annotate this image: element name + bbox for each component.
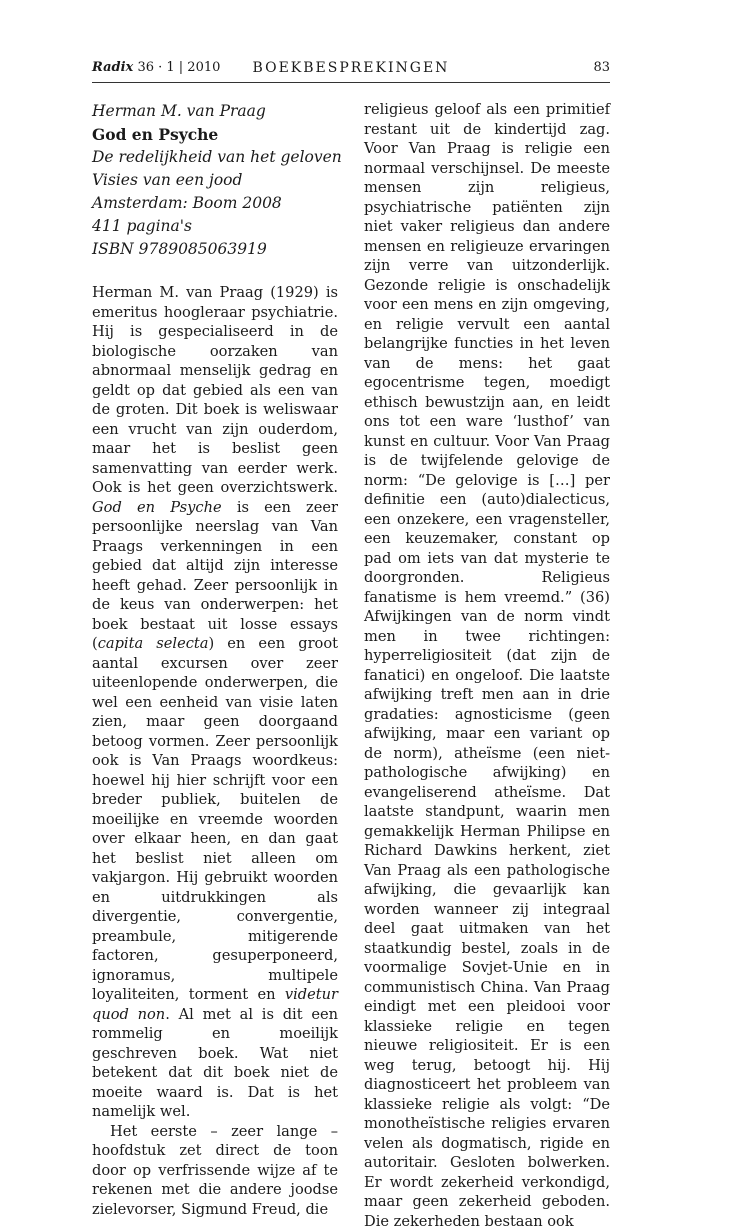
book-pages: 411 pagina's <box>92 217 192 235</box>
page-number: 83 <box>593 60 610 75</box>
journal-name: Radix <box>92 60 134 75</box>
book-subtitle-2: Visies van een jood <box>92 171 243 189</box>
paragraph-continued: religieus geloof als een primitief restant uit de kindertijd zag. Voor Van Praag is religie een normaal verschijnsel. De meeste mensen zijn religieus, psychiatrische patiënten zijn niet vaker religieus dan andere mensen en religieuze ervaringen zijn verre van uitzonderlijk. Gezonde religie is onschadelijk voor een mens en zijn omgeving, en religie vervult een aantal belangrijke functies in het leven van de mens: het gaat egocentrisme tegen, moedigt ethisch bewustzijn aan, en leidt ons tot een ware ‘lusthof’ van kunst en cultuur. Voor Van Praag is de twijfelende gelovige de norm: “De gelovige is […] per definitie een (auto)dialecticus, een onzekere, een vragensteller, een keuzemaker, constant op pad om iets van dat mysterie te doorgronden. Religieus fanatisme is hem vreemd.” (36) Afwijkingen van de norm vindt men in twee richtingen: hyperreligiositeit (dat zijn de fanatici) en ongeloof. Die laatste afwijking treft men aan in drie gradaties: agnosticisme (geen afwijking, maar een variant op de norm), atheïsme (een niet-pathologische afwijking) en evangeliserend atheïsme. Dat laatste standpunt, waarin men gemakkelijk Herman Philipse en Richard Dawkins herkent, ziet Van Praag als een pathologische afwijking, die gevaarlijk kan worden wanneer zij integraal deel gaat uitmaken van het staatkundig bestel, zoals in de voormalige Sovjet-Unie en in communistisch China. Van Praag eindigt met een pleidooi voor klassieke religie en tegen nieuwe religiositeit. Er is een weg terug, betoogt hij. Hij diagnosticeert het probleem van klassieke religie als volgt: “De monotheïstische religies ervaren velen als dogmatisch, rigide en autoritair. Gesloten bolwerken. Er wordt zekerheid verkondigd, maar geen zekerheid geboden. Die zekerheden bestaan ook <box>364 101 610 1230</box>
running-header <box>92 60 610 80</box>
book-title: God en Psyche <box>92 125 219 144</box>
paragraph-1-text-a: Herman M. van Praag (1929) is emeritus hoogleraar psychiatrie. Hij is gespecialiseerd in de biologische oorzaken van abnormaal menselijk gedrag en geldt op dat gebied als een van de groten. Dit boek is weliswaar een vrucht van zijn ouderdom, maar het is beslist geen samenvatting van eerder werk. Ook is het geen overzichtswerk. <box>92 284 338 496</box>
book-publisher: Amsterdam: Boom 2008 <box>92 194 282 212</box>
book-subtitle: De redelijkheid van het geloven <box>92 148 342 166</box>
right-column <box>364 100 610 1231</box>
journal-issue: 36 · 1 | 2010 <box>133 60 221 75</box>
section-title: BOEKBESPREKINGEN <box>252 60 450 76</box>
left-column <box>92 100 342 1219</box>
paragraph-1-text-c: ) en een groot aantal excursen over zeer uiteenlopende onderwerpen, die wel een eenheid van visie laten zien, maar geen doorgaand betoog vormen. Zeer persoonlijk ook is Van Praags woordkeus: hoewel hij hier schrijft voor een breder publiek, buitelen de moeilijke en vreemde woorden over elkaar heen, en dan gaat het beslist niet alleen om vakjargon. Hij gebruikt woorden en uitdrukkingen als divergentie, convergentie, preambule, mitigerende factoren, gesuperponeerd, ignoramus, multipele loyaliteiten, torment en <box>92 635 338 1003</box>
book-isbn: ISBN 9789085063919 <box>92 240 267 258</box>
review-body-right <box>364 100 610 1231</box>
paragraph-2: Het eerste – zeer lange – hoofdstuk zet direct de toon door op verfrissende wijze af te rekenen met die andere joodse zielevorser, Sigmund Freud, die <box>92 1122 338 1218</box>
review-body-left <box>92 283 338 1219</box>
book-metadata <box>92 100 342 261</box>
header-rule <box>92 82 610 83</box>
book-author: Herman M. van Praag <box>92 102 266 120</box>
paragraph-1 <box>92 283 338 1122</box>
paragraph-1-book-title: God en Psyche <box>92 498 222 516</box>
paragraph-1-text-b: is een zeer persoonlijke neerslag van Van Praags verkenningen in een gebied dat altijd zijn interesse heeft gehad. Zeer persoonlijk in de keus van onderwerpen: het boek bestaat uit losse essays ( <box>92 498 338 652</box>
paragraph-1-text-d: . Al met al is dit een rommelig en moeilijk geschreven boek. Wat niet betekent dat dit boek niet de moeite waard is. Dat is het namelijk wel. <box>92 1005 339 1120</box>
paragraph-1-videtur: videtur quod non <box>92 986 338 1023</box>
paragraph-1-capita-selecta: capita selecta <box>97 635 209 652</box>
